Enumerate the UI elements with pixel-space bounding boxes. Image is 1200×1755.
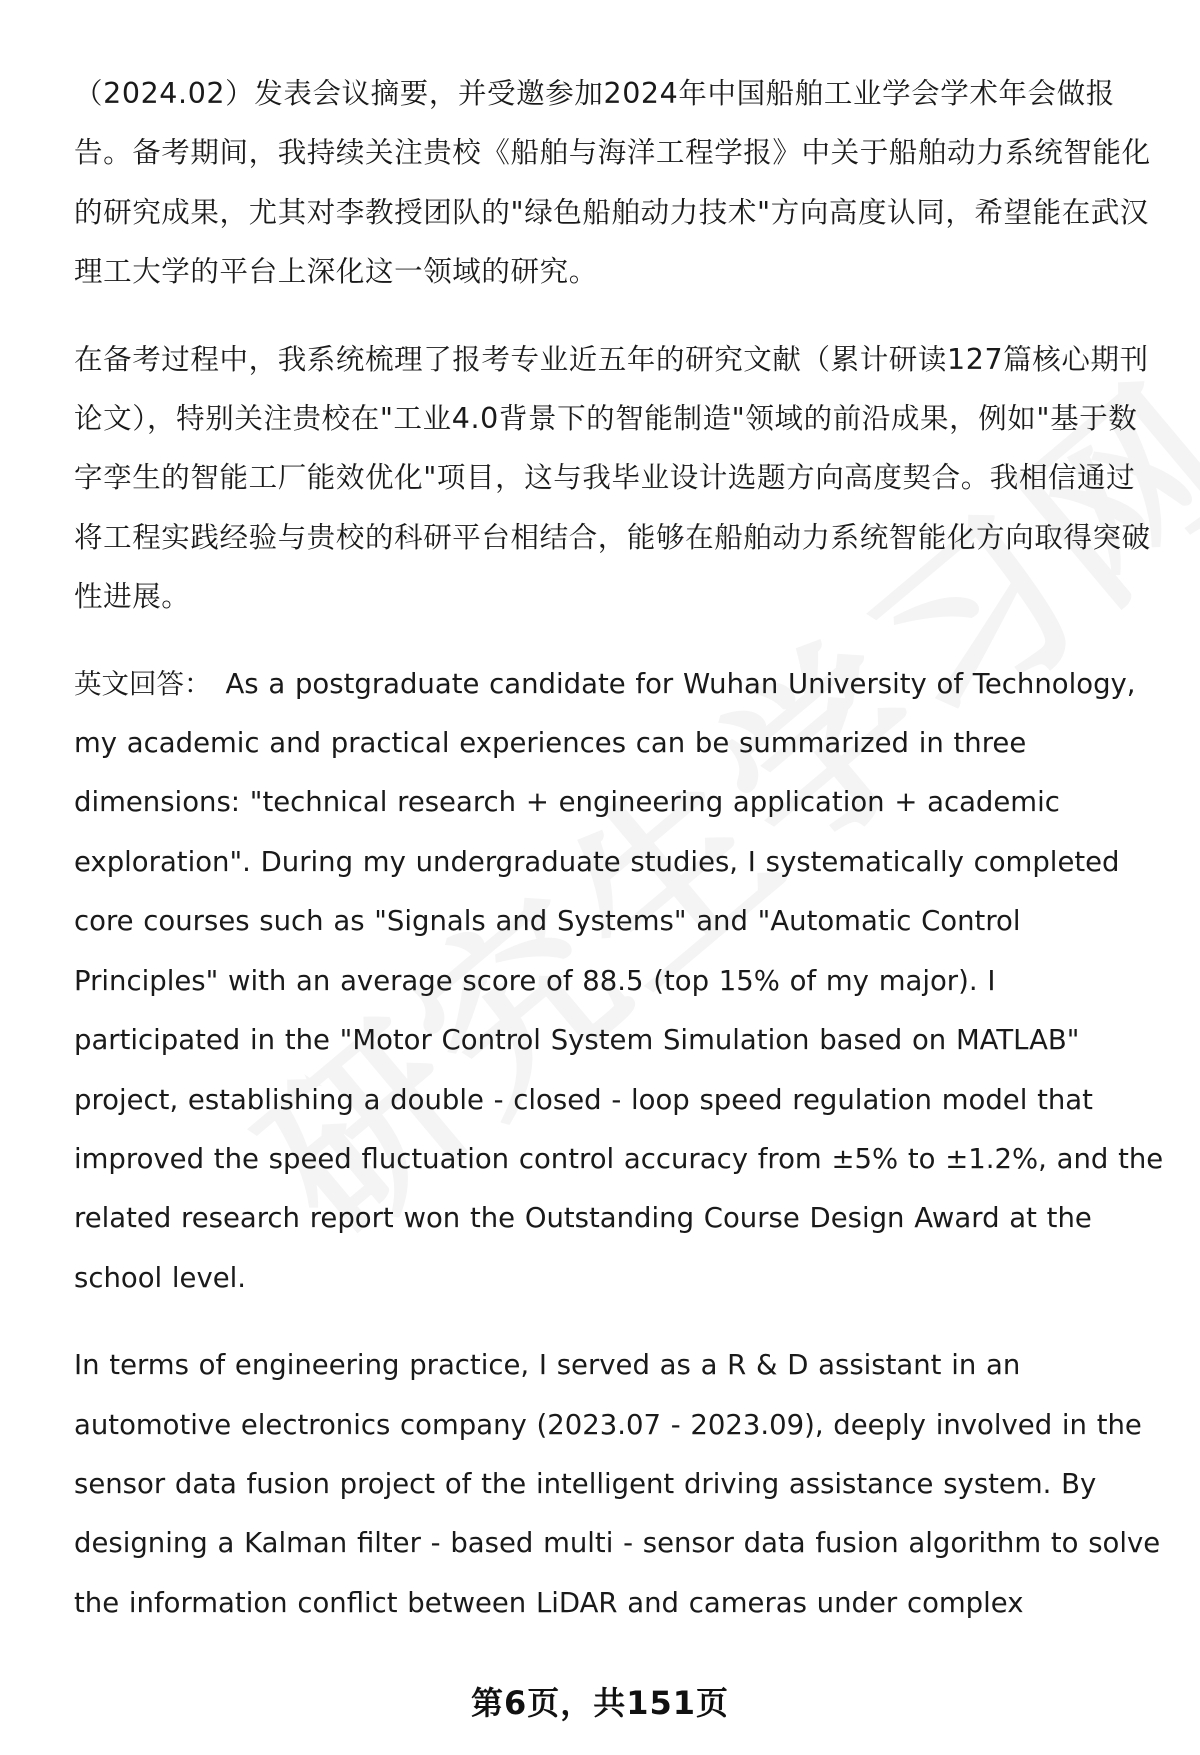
- paragraph-engineering-practice: In terms of engineering practice, I served as a R & D assistant in an automotive electronics company (2023.07 - 2023.09), deeply involved in the sensor data fusion project of the intelligent driving assistance system. By designing a Kalman filter - based multi - sensor data fusion algorithm to solve the information conflict between LiDAR and cameras under complex: [74, 1349, 1161, 1619]
- english-answer-label: 英文回答：: [74, 667, 212, 700]
- english-answer-text: As a postgraduate candidate for Wuhan University of Technology, my academic and practical experiences can be summarized in three dimensions: "technical research + engineering application + academic exploration". During my undergraduate studies, I systematically completed core courses such as "Signals and Systems" and "Automatic Control Principles" with an average score of 88.5 (top 15% of my major). I participated in the "Motor Control System Simulation based on MATLAB" project, establishing a double - closed - loop speed regulation model that improved the speed fluctuation control accuracy from ±5% to ±1.2%, and the related research report won the Outstanding Course Design Award at the school level.: [74, 667, 1164, 1294]
- paragraph-english-answer: [74, 655, 1164, 1308]
- paragraph-publication: （2024.02）发表会议摘要，并受邀参加2024年中国船舶工业学会学术年会做报告。备考期间，我持续关注贵校《船舶与海洋工程学报》中关于船舶动力系统智能化的研究成果，尤其对李教授团队的"绿色船舶动力技术"方向高度认同，希望能在武汉理工大学的平台上深化这一领域的研究。: [74, 77, 1151, 289]
- page-number-footer: 第6页，共151页: [470, 1684, 730, 1722]
- document-body: [74, 64, 1164, 1661]
- paragraph-literature-review: 在备考过程中，我系统梳理了报考专业近五年的研究文献（累计研读127篇核心期刊论文），特别关注贵校在"工业4.0背景下的智能制造"领域的前沿成果，例如"基于数字孪生的智能工厂能效优化"项目，这与我毕业设计选题方向高度契合。我相信通过将工程实践经验与贵校的科研平台相结合，能够在船舶动力系统智能化方向取得突破性进展。: [74, 342, 1151, 614]
